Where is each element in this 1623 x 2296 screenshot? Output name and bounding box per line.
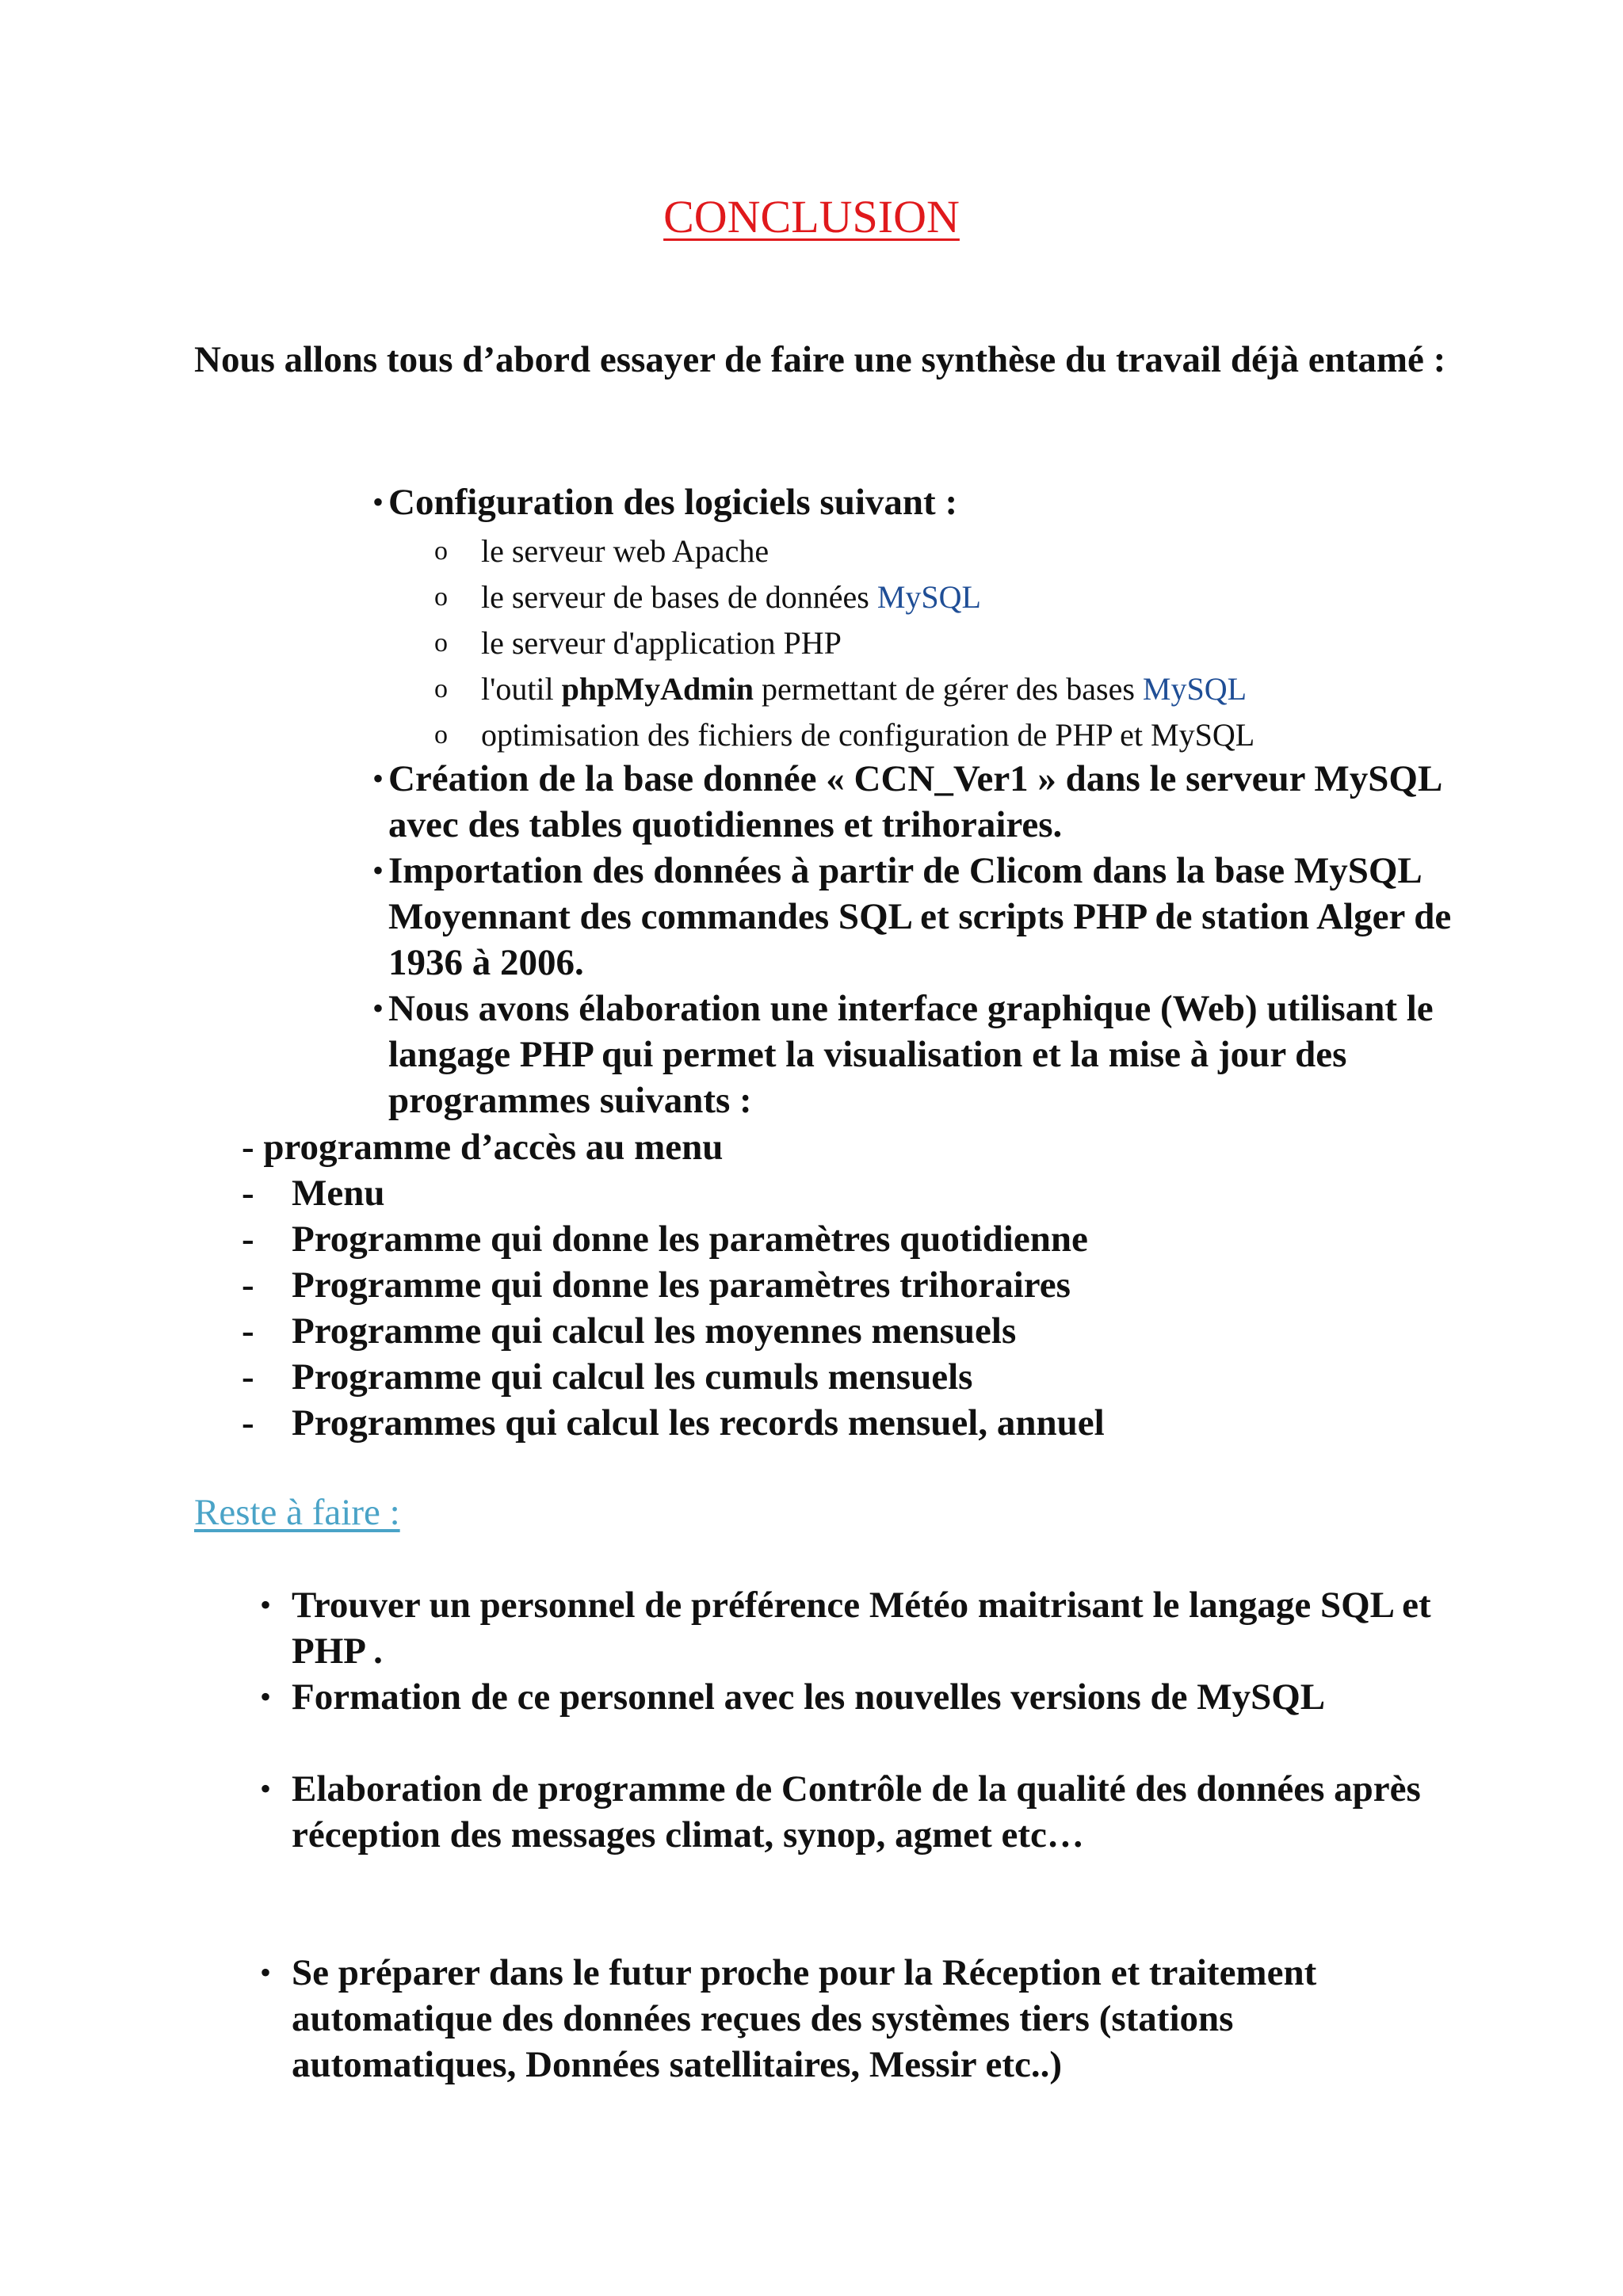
sub-bullet-icon: o	[434, 720, 448, 749]
page-title: CONCLUSION	[663, 191, 960, 242]
sub-bullet-icon: o	[434, 628, 448, 658]
program-item: Programme qui calcul les moyennes mensuels	[292, 1310, 1017, 1352]
program-menu-access: - programme d’accès au menu	[242, 1127, 724, 1168]
bullet-icon: •	[259, 1679, 271, 1714]
sub-item-php: le serveur d'application PHP	[481, 625, 842, 661]
reste-item: Se préparer dans le futur proche pour la Réception et traitement automatique des données reçues des systèmes tiers (stations automatiques, Données satellitaires, Messir etc..)	[292, 1952, 1317, 2085]
bullet-icon: •	[372, 484, 384, 520]
bullet-interface: Nous avons élaboration une interface graphique (Web) utilisant le langage PHP qui permet la visualisation et la mise à jour des programmes suivants :	[388, 988, 1434, 1121]
program-item: Programme qui calcul les cumuls mensuels	[292, 1356, 973, 1398]
bullet-icon: •	[372, 761, 384, 796]
bullet-creation: Création de la base donnée « CCN_Ver1 » dans le serveur MySQL avec des tables quotidiennes et trihoraires.	[388, 758, 1441, 845]
sub-item-mysql: le serveur de bases de données MySQL	[481, 579, 981, 615]
bullet-icon: •	[372, 852, 384, 888]
reste-item: Formation de ce personnel avec les nouvelles versions de MySQL	[292, 1676, 1326, 1718]
sub-bullet-icon: o	[434, 582, 448, 612]
dash-icon: -	[242, 1173, 254, 1214]
dash-icon: -	[242, 1219, 254, 1260]
sub-item-apache: le serveur web Apache	[481, 533, 769, 569]
dash-icon: -	[242, 1310, 254, 1352]
bullet-icon: •	[259, 1771, 271, 1806]
reste-a-faire-heading: Reste à faire :	[194, 1492, 400, 1533]
bullet-icon: •	[372, 990, 384, 1026]
reste-item: Trouver un personnel de préférence Météo maitrisant le langage SQL et PHP .	[292, 1585, 1431, 1672]
program-item: Programmes qui calcul les records mensuel, annuel	[292, 1402, 1105, 1444]
program-item: Programme qui donne les paramètres quotidienne	[292, 1219, 1088, 1260]
dash-icon: -	[242, 1402, 254, 1444]
dash-icon: -	[242, 1264, 254, 1306]
program-item: Menu	[292, 1173, 385, 1214]
sub-bullet-icon: o	[434, 674, 448, 704]
intro-paragraph: Nous allons tous d’abord essayer de faire une synthèse du travail déjà entamé :	[194, 339, 1446, 380]
reste-item: Elaboration de programme de Contrôle de la qualité des données après réception des messages climat, synop, agmet etc…	[292, 1768, 1421, 1855]
bullet-icon: •	[259, 1955, 271, 1990]
sub-item-optimisation: optimisation des fichiers de configuration de PHP et MySQL	[481, 717, 1255, 753]
sub-bullet-icon: o	[434, 536, 448, 566]
sub-item-phpmyadmin: l'outil phpMyAdmin permettant de gérer des bases MySQL	[481, 671, 1247, 707]
dash-icon: -	[242, 1356, 254, 1398]
program-item: Programme qui donne les paramètres trihoraires	[292, 1264, 1071, 1306]
bullet-config: Configuration des logiciels suivant :	[388, 482, 958, 523]
bullet-importation: Importation des données à partir de Clicom dans la base MySQL Moyennant des commandes SQL et scripts PHP de station Alger de 1936 à 2006.	[388, 850, 1452, 983]
bullet-icon: •	[259, 1587, 271, 1623]
